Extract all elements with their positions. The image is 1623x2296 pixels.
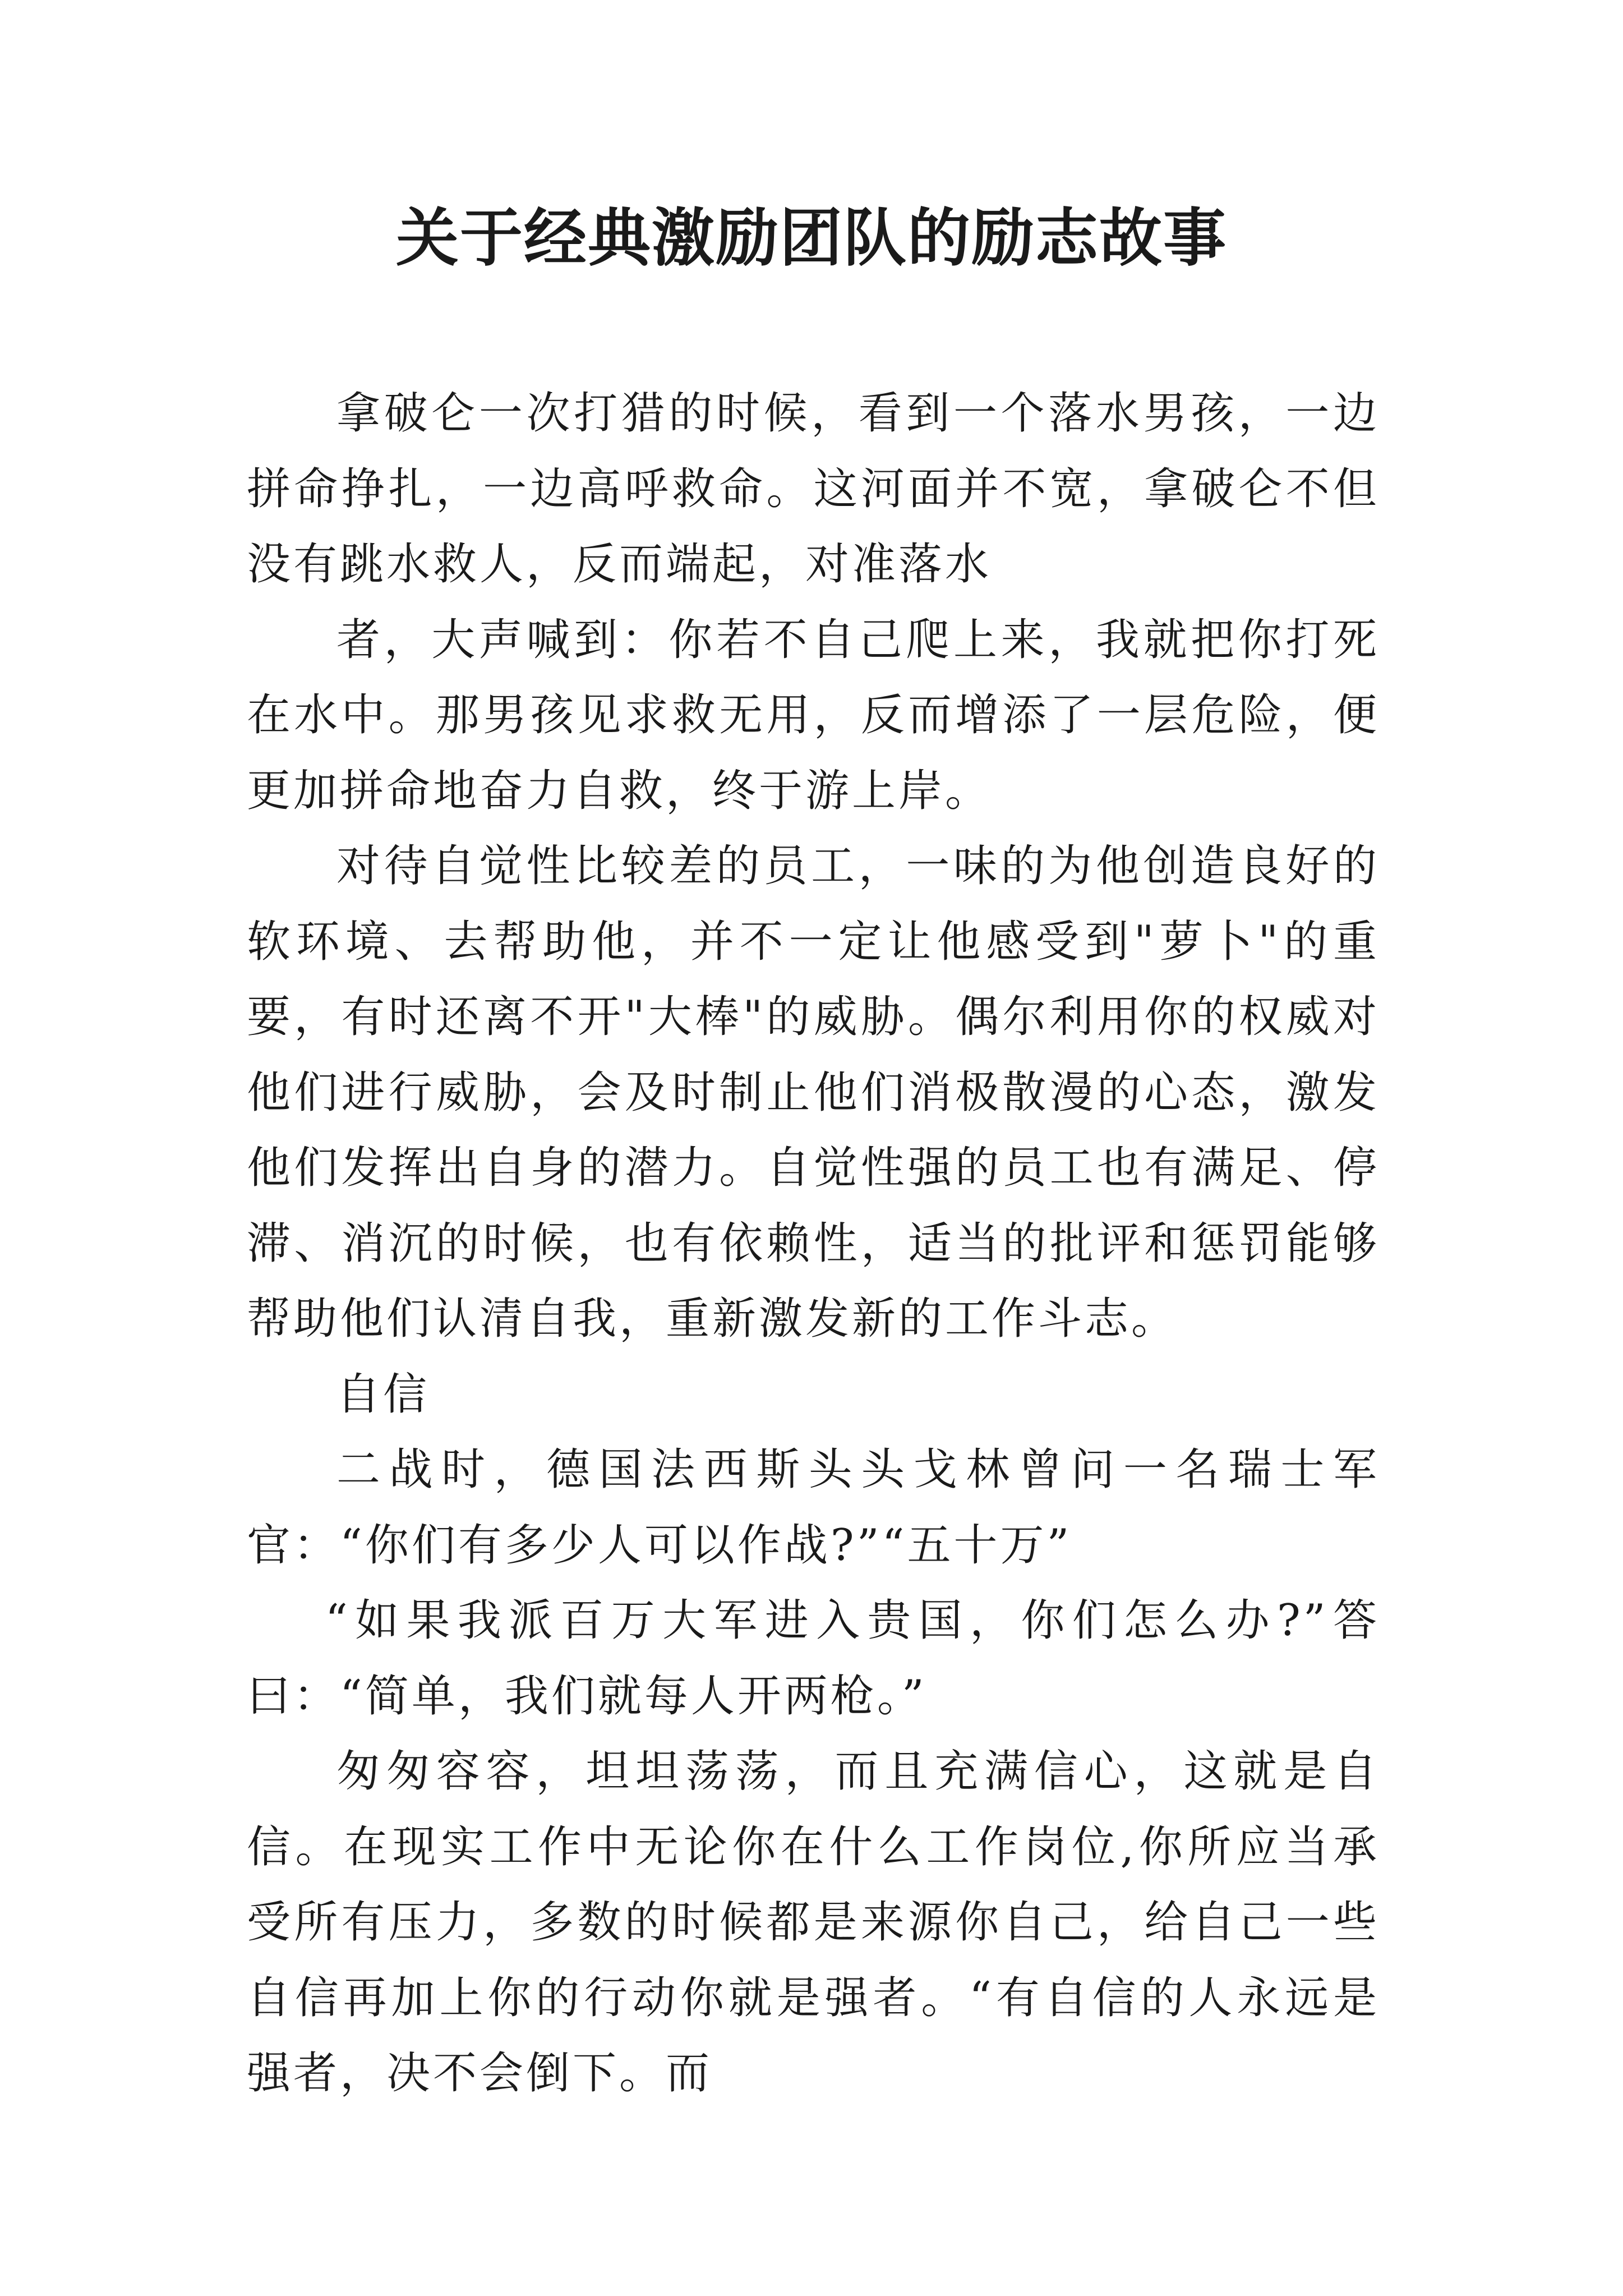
paragraph-napoleon-1: 拿破仑一次打猎的时候，看到一个落水男孩，一边拼命挣扎，一边高呼救命。这河面并不宽，拿破仑不但没有跳水救人，反而端起，对准落水 [247, 388, 1380, 590]
section-heading-confidence: 自信 [336, 1369, 430, 1420]
paragraph-ww2-question: 二战时，德国法西斯头头戈林曾问一名瑞士军官：“你们有多少人可以作战?”“五十万” [247, 1444, 1380, 1571]
paragraph-confidence-explained: 匆匆容容，坦坦荡荡，而且充满信心，这就是自信。在现实工作中无论你在什么工作岗位,你所应当承受所有压力，多数的时候都是来源你自己，给自己一些自信再加上你的行动你就是强者。“有自信的人永远是强者，决不会倒下。而 [247, 1746, 1380, 2099]
document-body [247, 376, 1380, 2111]
paragraph-employee-motivation: 对待自觉性比较差的员工，一味的为他创造良好的软环境、去帮助他，并不一定让他感受到"萝卜"的重要，有时还离不开"大棒"的威胁。偶尔利用你的权威对他们进行威胁，会及时制止他们消极散漫的心态，激发他们发挥出自身的潜力。自觉性强的员工也有满足、停滞、消沉的时候，也有依赖性，适当的批评和惩罚能够帮助他们认清自我，重新激发新的工作斗志。 [247, 841, 1380, 1344]
document-title: 关于经典激励团队的励志故事 [396, 201, 1227, 275]
paragraph-napoleon-2: 者，大声喊到：你若不自己爬上来，我就把你打死在水中。那男孩见求救无用，反而增添了一层危险，便更加拼命地奋力自救，终于游上岸。 [247, 614, 1380, 816]
paragraph-ww2-answer: “如果我派百万大军进入贵国，你们怎么办?”答曰：“简单，我们就每人开两枪。” [247, 1595, 1380, 1722]
